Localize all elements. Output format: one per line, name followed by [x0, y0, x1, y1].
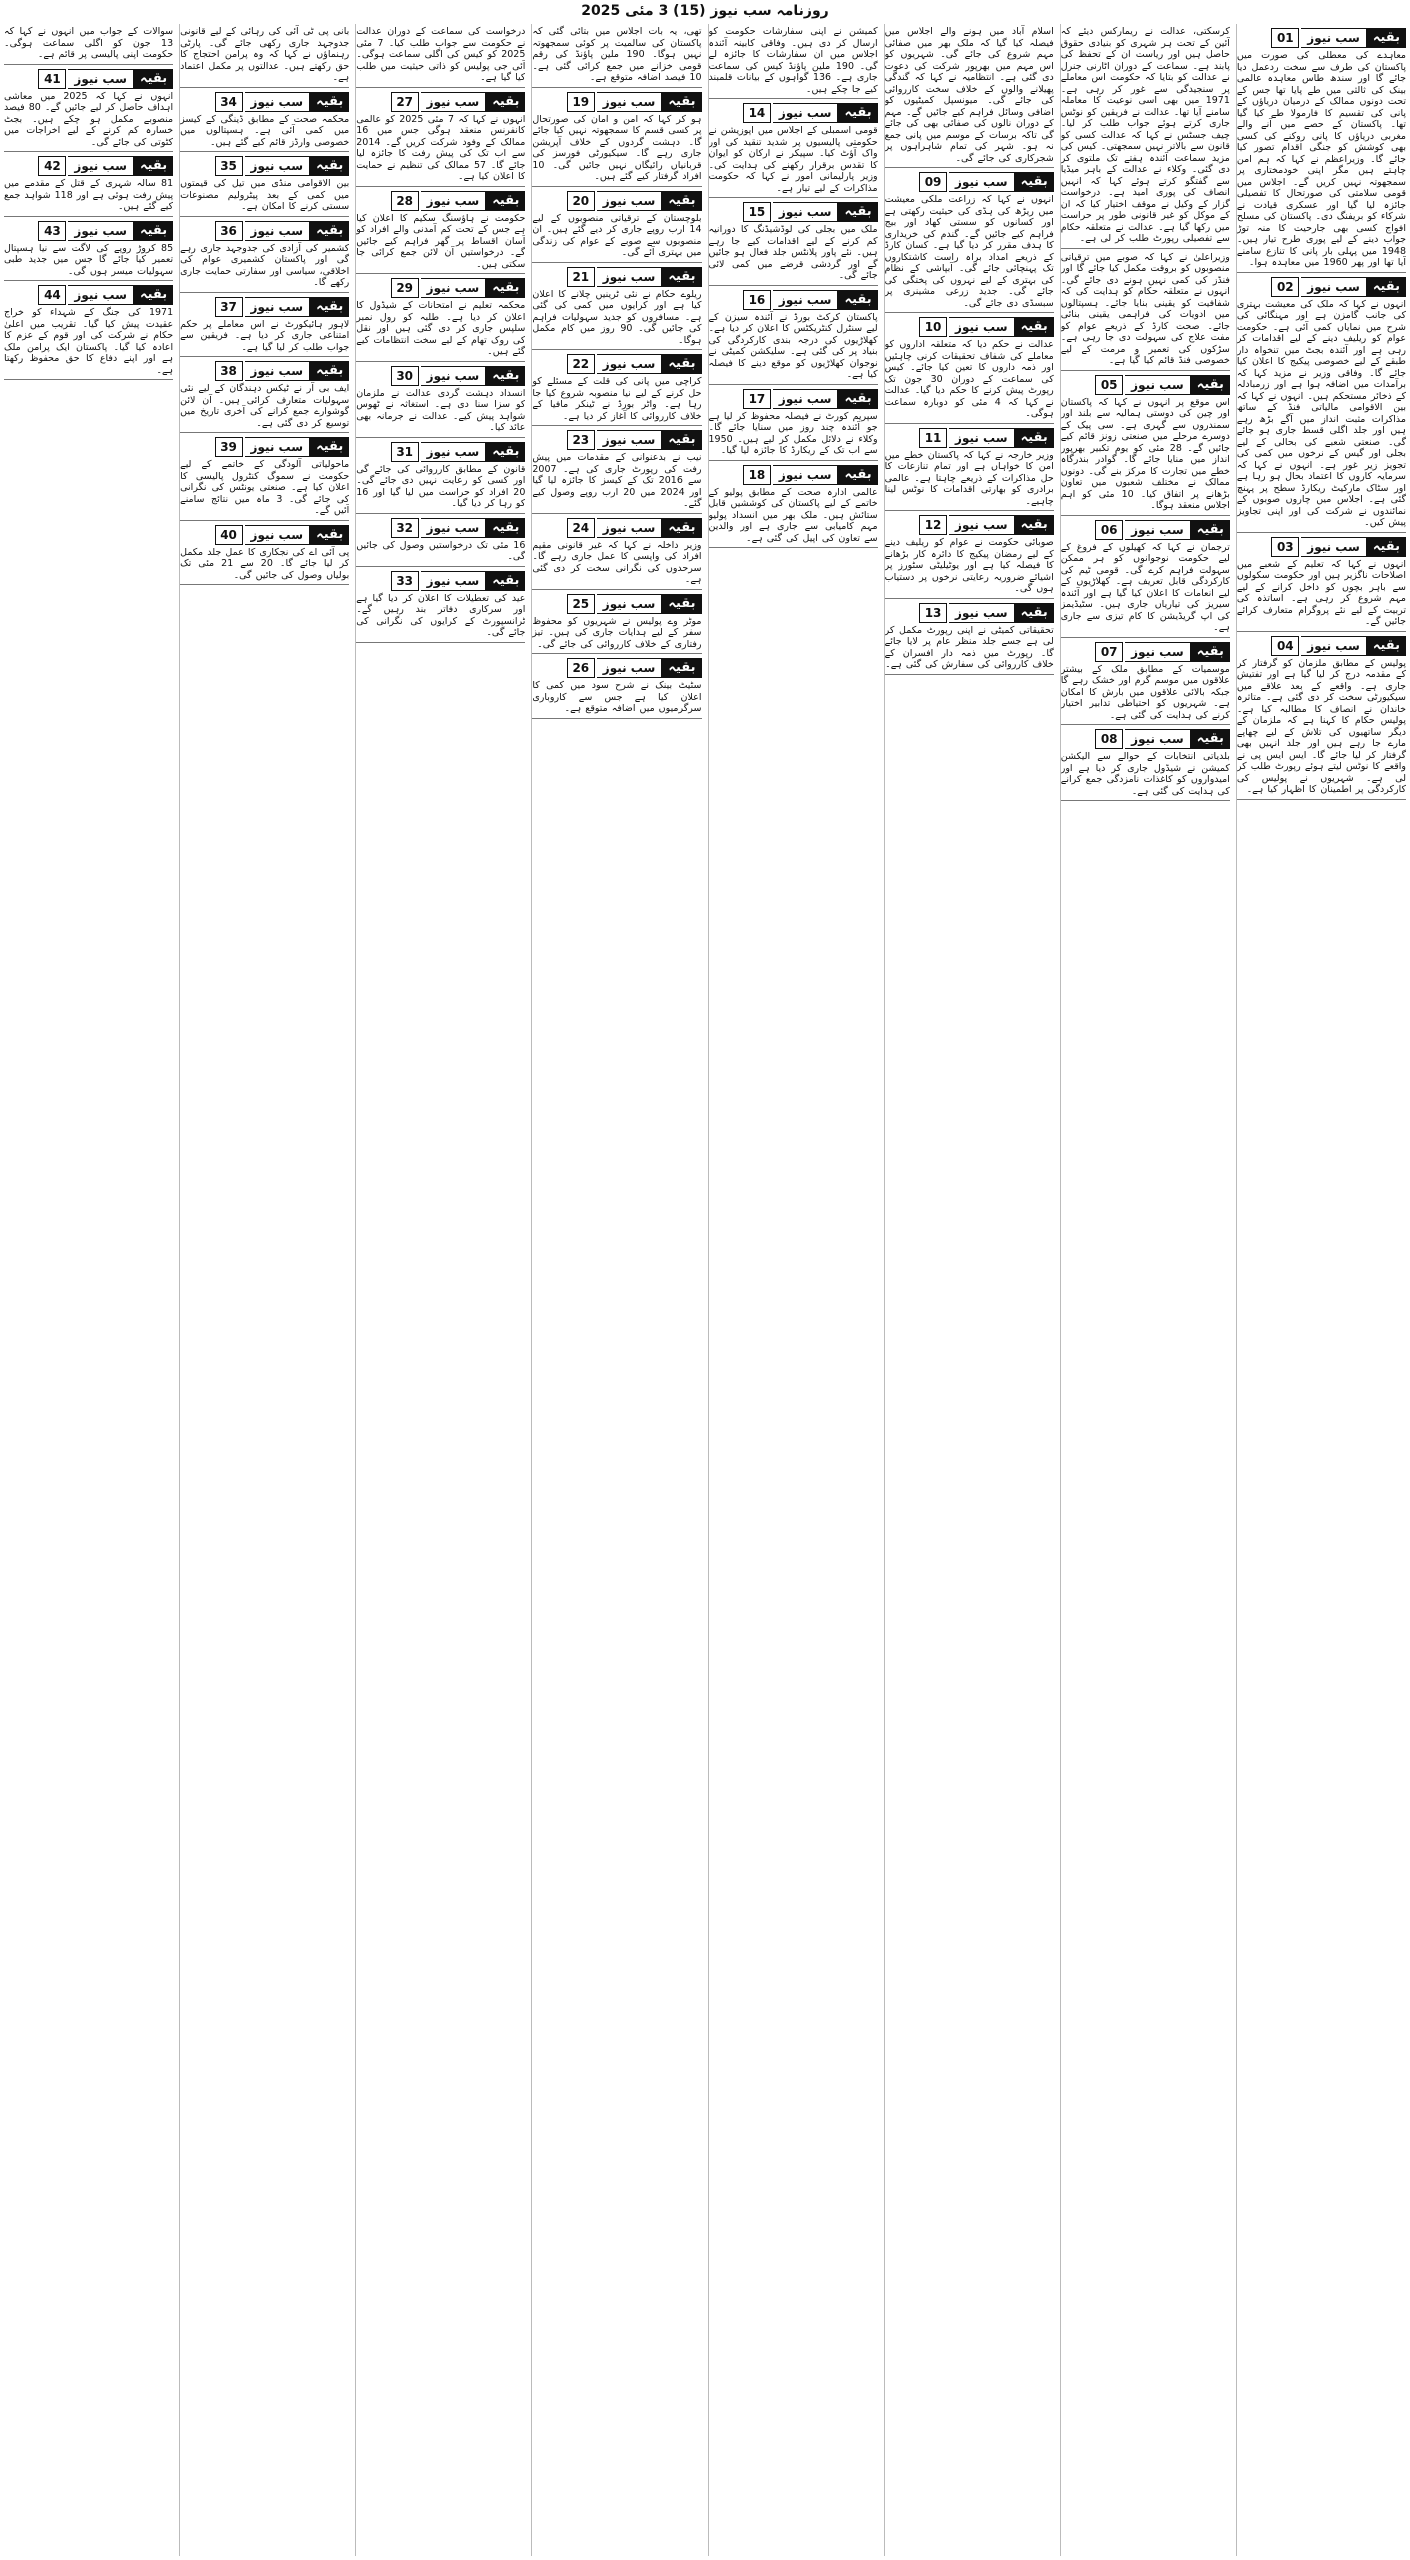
continuation-number: 13	[919, 603, 947, 623]
continuation-number: 22	[567, 354, 595, 374]
newspaper-name-label: سب نیوز	[597, 518, 663, 538]
newspaper-name-label: سب نیوز	[597, 430, 663, 450]
newspaper-name-label: سب نیوز	[421, 518, 487, 538]
continuation-number: 41	[38, 69, 66, 89]
divider	[4, 379, 173, 380]
continuation-tag	[356, 366, 525, 386]
continuation-number: 34	[215, 92, 243, 112]
article-text: سٹیٹ بینک نے شرح سود میں کمی کا اعلان کیا ہے جس سے کاروباری سرگرمیوں میں اضافہ متوقع ہے۔	[532, 680, 702, 714]
continuation-tag	[532, 658, 701, 678]
newspaper-name-label: سب نیوز	[1125, 642, 1191, 662]
divider	[532, 349, 701, 350]
page-header: روزنامہ سب نیوز (15) 3 مئی 2025	[581, 3, 829, 19]
continuation-tag	[532, 92, 701, 112]
continuation-tag	[1061, 375, 1230, 395]
continuation-tag	[356, 442, 525, 462]
continuation-number: 32	[391, 518, 419, 538]
continuation-number: 18	[743, 465, 771, 485]
divider	[4, 64, 173, 65]
divider	[532, 589, 701, 590]
continuation-tag	[1237, 277, 1406, 297]
continuation-tag	[885, 515, 1054, 535]
continuation-tag	[709, 290, 878, 310]
divider	[709, 384, 878, 385]
divider	[180, 356, 349, 357]
article-text: بلوچستان کے ترقیاتی منصوبوں کے لیے 14 ارب روپے جاری کر دیے گئے ہیں۔ ان منصوبوں سے صوبے کے عوام کی زندگی میں بہتری آئے گی۔	[532, 212, 702, 258]
continuation-number: 11	[919, 428, 947, 448]
article-text: سپریم کورٹ نے فیصلہ محفوظ کر لیا ہے جو آئندہ چند روز میں سنایا جائے گا۔ وکلاء نے دلائل مکمل کر لیے ہیں۔ 1950 سے اب تک کے ریکارڈ کا جائزہ لیا گیا۔	[708, 410, 878, 456]
newspaper-name-label: سب نیوز	[421, 366, 487, 386]
newspaper-name-label: سب نیوز	[68, 221, 134, 241]
article-text: وزیراعلیٰ نے کہا کہ صوبے میں ترقیاتی منصوبوں کو بروقت مکمل کیا جائے گا اور فنڈز کی کمی نہیں ہونے دی جائے گی۔ انہوں نے متعلقہ حکام کو ہدایت کی کہ شفافیت کو یقینی بنایا جائے۔ ہسپتالوں میں ادویات کی فراہمی یقینی بنائی جائے۔ صحت کارڈ کے ذریعے عوام کو مفت علاج کی سہولت دی جا رہی ہے۔ سڑکوں کی تعمیر و مرمت کے لیے خصوصی فنڈ قائم کیا گیا ہے۔	[1060, 251, 1230, 366]
newspaper-name-label: سب نیوز	[597, 354, 663, 374]
article-text: انسداد دہشت گردی عدالت نے ملزمان کو سزا سنا دی ہے۔ استغاثہ نے ٹھوس شواہد پیش کیے۔ عدالت نے جرمانہ بھی عائد کیا۔	[356, 387, 526, 433]
continuation-tag	[709, 103, 878, 123]
divider	[532, 425, 701, 426]
continuation-label: بقیہ	[134, 221, 173, 241]
newspaper-name-label: سب نیوز	[68, 69, 134, 89]
newspaper-name-label: سب نیوز	[773, 465, 839, 485]
continuation-tag	[532, 267, 701, 287]
newspaper-name-label: سب نیوز	[773, 389, 839, 409]
article-text: کرسکتی، عدالت نے ریمارکس دیئے کہ آئین کے تحت ہر شہری کو بنیادی حقوق حاصل ہیں اور ریاست ان کے تحفظ کی پابند ہے۔ سماعت کے دوران اٹارنی جنرل نے عدالت کو بتایا کہ حکومت اس معاملے پر سنجیدگی سے غور کر رہی ہے۔ 1971 میں بھی اسی نوعیت کا معاملہ سامنے آیا تھا۔ عدالت نے فریقین کو نوٹس جاری کرتے ہوئے جواب طلب کر لیا۔ چیف جسٹس نے کہا کہ عدالت کسی کو قانون سے بالاتر نہیں سمجھتی۔ کیس کی مزید سماعت آئندہ ہفتے تک ملتوی کر دی گئی۔ وکلاء نے عدالت کے باہر میڈیا سے گفتگو کرتے ہوئے کہا کہ انہیں انصاف کی پوری امید ہے۔ درخواست گزار کے وکیل نے موقف اختیار کیا کہ ان کے موکل کو غیر قانونی طور پر حراست میں رکھا گیا ہے۔ عدالت نے متعلقہ حکام سے تفصیلی رپورٹ طلب کر لی ہے۔	[1060, 26, 1230, 244]
continuation-label: بقیہ	[486, 366, 525, 386]
continuation-number: 23	[567, 430, 595, 450]
continuation-label: بقیہ	[662, 594, 701, 614]
continuation-label: بقیہ	[1015, 317, 1054, 337]
continuation-number: 42	[38, 156, 66, 176]
article-text: انہوں نے کہا کہ زراعت ملکی معیشت میں ریڑھ کی ہڈی کی حیثیت رکھتی ہے اور کسانوں کو سستی کھاد اور بیج فراہم کیے جائیں گے۔ گندم کی خریداری کا ہدف مقرر کر دیا گیا ہے۔ کسان کارڈ کے ذریعے امداد براہ راست کاشتکاروں تک پہنچائی جائے گی۔ آبپاشی کے نظام کی بہتری کے لیے نہروں کی پختگی کی جائے گی۔ جدید زرعی مشینری پر سبسڈی دی جائے گی۔	[884, 194, 1054, 309]
article-text: تھی، یہ بات اجلاس میں بتائی گئی کہ پاکستان کی سالمیت پر کوئی سمجھوتہ نہیں ہوگا۔ 190 ملین پاؤنڈ کی رقم قومی خزانے میں جمع کرائی گئی ہے۔ 10 فیصد اضافہ متوقع ہے۔	[532, 26, 702, 83]
continuation-number: 30	[391, 366, 419, 386]
continuation-number: 36	[215, 221, 243, 241]
continuation-tag	[180, 525, 349, 545]
continuation-number: 24	[567, 518, 595, 538]
continuation-label: بقیہ	[486, 92, 525, 112]
continuation-label: بقیہ	[662, 267, 701, 287]
article-text: معاہدے کی معطلی کی صورت میں پاکستان کی طرف سے سخت ردعمل دیا جائے گا اور سندھ طاس معاہدہ عالمی بینک کی ثالثی میں طے پایا تھا جس کے تحت دونوں ممالک کے درمیان دریاؤں کے پانی کی تقسیم کا فارمولا طے کیا گیا تھا۔ پاکستان کے حصے میں آنے والے مغربی دریاؤں کا پانی روکنے کی کسی بھی کوشش کو جنگی اقدام تصور کیا جائے گا۔ وزیراعظم نے کہا کہ ہم امن چاہتے ہیں مگر اپنی خودمختاری پر سمجھوتہ نہیں کریں گے۔ اجلاس میں قومی سلامتی کی صورتحال کا تفصیلی جائزہ لیا گیا اور عسکری قیادت نے شرکاء کو بریفنگ دی۔ پاکستان کی مسلح افواج کسی بھی جارحیت کا منہ توڑ جواب دینے کے لیے پوری طرح تیار ہیں۔ 1948 میں پہلی بار پانی کا تنازع سامنے آیا تھا اور پھر 1960 میں معاہدہ ہوا۔	[1236, 50, 1406, 268]
continuation-number: 15	[743, 202, 771, 222]
continuation-label: بقیہ	[1367, 636, 1406, 656]
divider	[1237, 631, 1406, 632]
continuation-label: بقیہ	[310, 297, 349, 317]
continuation-tag	[180, 221, 349, 241]
continuation-number: 08	[1095, 729, 1123, 749]
continuation-tag	[709, 389, 878, 409]
continuation-number: 38	[215, 361, 243, 381]
continuation-number: 07	[1095, 642, 1123, 662]
continuation-label: بقیہ	[1015, 428, 1054, 448]
article-text: انہوں نے کہا کہ 2025 میں معاشی اہداف حاصل کر لیے جائیں گے۔ 80 فیصد منصوبے مکمل ہو چکے ہیں۔ بجٹ خسارہ کم کرنے کے لیے اخراجات میں کٹوتی کی جائے گی۔	[4, 90, 174, 148]
article-text: انہوں نے کہا کہ تعلیم کے شعبے میں اصلاحات ناگزیر ہیں اور حکومت سکولوں سے باہر بچوں کو داخل کرانے کے لیے مہم شروع کر رہی ہے۔ اساتذہ کی تربیت کے لیے نئے پروگرام متعارف کرائے جائیں گے۔	[1236, 558, 1406, 627]
continuation-number: 26	[567, 658, 595, 678]
continuation-number: 01	[1271, 28, 1299, 48]
article-text: پی آئی اے کی نجکاری کا عمل جلد مکمل کر لیا جائے گا۔ 20 سے 21 مئی تک بولیاں وصول کی جائیں گی۔	[180, 546, 350, 581]
continuation-number: 19	[567, 92, 595, 112]
divider	[356, 437, 525, 438]
divider	[532, 186, 701, 187]
article-text: سوالات کے جواب میں انہوں نے کہا کہ 13 جون کو اگلی سماعت ہوگی۔ حکومت اپنی پالیسی پر قائم ہے۔	[4, 26, 174, 60]
continuation-label: بقیہ	[1191, 375, 1230, 395]
article-text: محکمہ تعلیم نے امتحانات کے شیڈول کا اعلان کر دیا ہے۔ طلبہ کو رول نمبر سلپس جاری کر دی گئی ہیں اور نقل کی روک تھام کے لیے سخت انتظامات کیے گئے ہیں۔	[356, 300, 526, 357]
newspaper-name-label: سب نیوز	[597, 191, 663, 211]
newspaper-name-label: سب نیوز	[245, 297, 311, 317]
article-text: ترجمان نے کہا کہ کھیلوں کے فروغ کے لیے حکومت نوجوانوں کو ہر ممکن سہولت فراہم کرے گی۔ قومی ٹیم کی کارکردگی قابل تعریف ہے۔ کھلاڑیوں کے لیے انعامات کا اعلان کیا گیا ہے اور آئندہ سیریز کی تیاریاں جاری ہیں۔ سٹیڈیمز کی اپ گریڈیشن کا کام تیزی سے جاری ہے۔	[1060, 541, 1230, 633]
newspaper-name-label: سب نیوز	[245, 156, 311, 176]
continuation-tag	[532, 518, 701, 538]
newspaper-name-label: سب نیوز	[1301, 636, 1367, 656]
divider	[1061, 370, 1230, 371]
newspaper-name-label: سب نیوز	[245, 221, 311, 241]
continuation-tag	[356, 191, 525, 211]
continuation-number: 03	[1271, 537, 1299, 557]
article-text: درخواست کی سماعت کے دوران عدالت نے حکومت سے جواب طلب کیا۔ 7 مئی 2025 کو کیس کی اگلی سماعت ہوگی۔ آئی جی پولیس کو ذاتی حیثیت میں طلب کیا گیا ہے۔	[356, 26, 526, 83]
divider	[4, 280, 173, 281]
newspaper-name-label: سب نیوز	[1301, 277, 1367, 297]
continuation-number: 09	[919, 172, 947, 192]
divider	[180, 216, 349, 217]
newspaper-name-label: سب نیوز	[421, 571, 487, 591]
continuation-label: بقیہ	[310, 361, 349, 381]
continuation-label: بقیہ	[1191, 642, 1230, 662]
divider	[885, 312, 1054, 313]
continuation-tag	[1061, 729, 1230, 749]
continuation-number: 21	[567, 267, 595, 287]
continuation-tag	[532, 191, 701, 211]
newspaper-name-label: سب نیوز	[773, 202, 839, 222]
continuation-tag	[180, 361, 349, 381]
article-text: بلدیاتی انتخابات کے حوالے سے الیکشن کمیشن نے شیڈول جاری کر دیا ہے اور امیدواروں کو کاغذات نامزدگی جمع کرانے کی ہدایت کی گئی ہے۔	[1060, 751, 1230, 797]
article-text: ملک میں بجلی کی لوڈشیڈنگ کا دورانیہ کم کرنے کے لیے اقدامات کیے جا رہے ہیں۔ نئے پاور پلانٹس جلد فعال ہو جائیں گے اور گردشی قرضے میں کمی لائی جائے گی۔	[708, 224, 878, 281]
continuation-label: بقیہ	[662, 430, 701, 450]
divider	[709, 460, 878, 461]
article-text: عید کی تعطیلات کا اعلان کر دیا گیا ہے اور سرکاری دفاتر بند رہیں گے۔ ٹرانسپورٹ کے کرایوں کی نگرانی کی جائے گی۔	[356, 592, 526, 638]
continuation-number: 14	[743, 103, 771, 123]
continuation-label: بقیہ	[838, 290, 877, 310]
continuation-label: بقیہ	[838, 103, 877, 123]
article-text: تحقیقاتی کمیٹی نے اپنی رپورٹ مکمل کر لی ہے جسے جلد منظر عام پر لایا جائے گا۔ رپورٹ میں ذمہ دار افسران کے خلاف کارروائی کی سفارش کی گئی ہے۔	[884, 624, 1054, 670]
continuation-label: بقیہ	[838, 202, 877, 222]
article-text: کمیشن نے اپنی سفارشات حکومت کو ارسال کر دی ہیں۔ وفاقی کابینہ آئندہ اجلاس میں ان سفارشات کا جائزہ لے گی۔ 190 ملین پاؤنڈ کیس کی سماعت جاری ہے۔ 136 گواہوں کے بیانات قلمبند کیے جا چکے ہیں۔	[708, 26, 878, 95]
article-text: وزیر خارجہ نے کہا کہ پاکستان خطے میں امن کا خواہاں ہے اور تمام تنازعات کا حل مذاکرات کے ذریعے چاہتا ہے۔ عالمی برادری کو بھارتی اقدامات کا نوٹس لینا چاہیے۔	[884, 449, 1054, 507]
divider	[1061, 724, 1230, 725]
article-text: 16 مئی تک درخواستیں وصول کی جائیں گی۔	[356, 539, 526, 562]
newspaper-name-label: سب نیوز	[1125, 729, 1191, 749]
continuation-number: 20	[567, 191, 595, 211]
continuation-label: بقیہ	[662, 92, 701, 112]
article-text: اس موقع پر انہوں نے کہا کہ پاکستان اور چین کی دوستی ہمالیہ سے بلند اور سمندروں سے گہری ہے۔ سی پیک کے دوسرے مرحلے میں صنعتی زونز قائم کیے جائیں گے۔ 28 مئی کو یوم تکبیر بھرپور انداز میں منایا جائے گا۔ گوادر بندرگاہ خطے میں تجارت کا مرکز بنے گی۔ دونوں ممالک نے مختلف شعبوں میں تعاون بڑھانے پر اتفاق کیا۔ 10 مئی کو اہم اجلاس منعقد ہوگا۔	[1060, 396, 1230, 511]
continuation-tag	[885, 603, 1054, 623]
continuation-tag	[709, 465, 878, 485]
divider	[4, 151, 173, 152]
continuation-label: بقیہ	[486, 571, 525, 591]
continuation-tag	[885, 317, 1054, 337]
column-c5	[531, 24, 701, 2556]
article-text: بین الاقوامی منڈی میں تیل کی قیمتوں میں کمی کے بعد پیٹرولیم مصنوعات سستی کرنے کا امکان ہے۔	[180, 178, 350, 212]
newspaper-name-label: سب نیوز	[1125, 375, 1191, 395]
article-text: ایف بی آر نے ٹیکس دہندگان کے لیے نئی سہولیات متعارف کرائی ہیں۔ آن لائن گوشوارے جمع کرانے کی آخری تاریخ میں توسیع کر دی گئی ہے۔	[180, 383, 350, 429]
continuation-tag	[1237, 636, 1406, 656]
divider	[1061, 637, 1230, 638]
newspaper-name-label: سب نیوز	[949, 317, 1015, 337]
article-text: بانی پی ٹی آئی کی رہائی کے لیے قانونی جدوجہد جاری رکھی جائے گی۔ پارٹی رہنماؤں نے کہا کہ وہ پرامن احتجاج کا حق رکھتے ہیں۔ عدالتوں پر مکمل اعتماد ہے۔	[180, 26, 350, 83]
article-text: قومی اسمبلی کے اجلاس میں اپوزیشن نے حکومتی پالیسیوں پر شدید تنقید کی اور واک آؤٹ کیا۔ سپیکر نے ارکان کو ایوان کا تقدس برقرار رکھنے کی ہدایت کی۔ وزیر پارلیمانی امور نے کہا کہ حکومت مذاکرات کے لیے تیار ہے۔	[708, 125, 878, 194]
divider	[709, 547, 878, 548]
continuation-tag	[1061, 642, 1230, 662]
continuation-label: بقیہ	[134, 285, 173, 305]
article-text: انہوں نے کہا کہ 7 مئی 2025 کو عالمی کانفرنس منعقد ہوگی جس میں 16 ممالک کے وفود شرکت کریں گے۔ 2014 سے اب تک کی پیش رفت کا جائزہ لیا جائے گا۔ 57 ممالک کی تنظیم نے حمایت کا اعلان کیا ہے۔	[356, 113, 526, 182]
newspaper-name-label: سب نیوز	[597, 658, 663, 678]
newspaper-name-label: سب نیوز	[949, 515, 1015, 535]
column-c8	[4, 24, 173, 2556]
newspaper-name-label: سب نیوز	[68, 285, 134, 305]
article-text: اسلام آباد میں ہونے والے اجلاس میں فیصلہ کیا گیا کہ ملک بھر میں صفائی مہم شروع کی جائے گی۔ شہریوں کو اس مہم میں بھرپور شرکت کی دعوت دی گئی ہے۔ انتظامیہ نے کہا کہ گندگی پھیلانے والوں کے خلاف سخت کارروائی کی جائے گی۔ میونسپل کمیٹیوں کو اضافی وسائل فراہم کیے جائیں گے۔ مہم کے دوران نالوں کی صفائی بھی کی جائے گی تاکہ برسات کے موسم میں پانی جمع نہ ہو۔ شہر کی تمام شاہراہوں پر شجرکاری کی جائے گی۔	[884, 26, 1054, 164]
article-text: عالمی ادارہ صحت کے مطابق پولیو کے خاتمے کے لیے پاکستان کی کوششیں قابل ستائش ہیں۔ ملک بھر میں انسداد پولیو مہم کامیابی سے جاری ہے اور والدین سے تعاون کی اپیل کی گئی ہے۔	[708, 486, 878, 544]
continuation-tag	[1061, 520, 1230, 540]
continuation-tag	[885, 428, 1054, 448]
continuation-label: بقیہ	[1191, 729, 1230, 749]
continuation-tag	[356, 92, 525, 112]
continuation-tag	[885, 172, 1054, 192]
article-text: 1971 کی جنگ کے شہداء کو خراج عقیدت پیش کیا گیا۔ تقریب میں اعلیٰ حکام نے شرکت کی اور قوم کے عزم کا اعادہ کیا گیا۔ پاکستان ایک پرامن ملک ہے اور اپنے دفاع کا حق محفوظ رکھتا ہے۔	[4, 307, 174, 376]
column-c4	[708, 24, 878, 2556]
newspaper-name-label: سب نیوز	[245, 437, 311, 457]
continuation-number: 16	[743, 290, 771, 310]
continuation-tag	[180, 437, 349, 457]
article-text: قانون کے مطابق کارروائی کی جائے گی اور کسی کو رعایت نہیں دی جائے گی۔ 20 افراد کو حراست میں لیا گیا اور 16 کو رہا کر دیا گیا۔	[356, 463, 526, 509]
divider	[532, 718, 701, 719]
continuation-tag	[356, 571, 525, 591]
continuation-number: 43	[38, 221, 66, 241]
continuation-label: بقیہ	[662, 191, 701, 211]
article-text: پاکستان کرکٹ بورڈ نے آئندہ سیزن کے لیے سنٹرل کنٹریکٹس کا اعلان کر دیا ہے۔ کھلاڑیوں کی درجہ بندی کارکردگی کی بنیاد پر کی گئی ہے۔ سلیکشن کمیٹی نے نوجوان کھلاڑیوں کو موقع دینے کا فیصلہ کیا ہے۔	[708, 311, 878, 380]
continuation-label: بقیہ	[1015, 172, 1054, 192]
column-c6	[355, 24, 525, 2556]
continuation-tag	[356, 278, 525, 298]
divider	[532, 513, 701, 514]
continuation-number: 44	[38, 285, 66, 305]
continuation-number: 29	[391, 278, 419, 298]
divider	[709, 285, 878, 286]
article-text: 85 کروڑ روپے کی لاگت سے نیا ہسپتال تعمیر کیا جائے گا جس میں جدید طبی سہولیات میسر ہوں گی۔	[4, 242, 174, 277]
divider	[180, 87, 349, 88]
divider	[180, 151, 349, 152]
newspaper-name-label: سب نیوز	[597, 594, 663, 614]
newspaper-name-label: سب نیوز	[597, 92, 663, 112]
continuation-tag	[4, 285, 173, 305]
continuation-number: 02	[1271, 277, 1299, 297]
continuation-tag	[4, 156, 173, 176]
continuation-label: بقیہ	[134, 156, 173, 176]
newspaper-name-label: سب نیوز	[245, 92, 311, 112]
divider	[532, 87, 701, 88]
column-c2	[1060, 24, 1230, 2556]
divider	[356, 566, 525, 567]
divider	[885, 598, 1054, 599]
divider	[180, 520, 349, 521]
divider	[356, 642, 525, 643]
continuation-number: 37	[215, 297, 243, 317]
article-text: انہوں نے کہا کہ ملک کی معیشت بہتری کی جانب گامزن ہے اور مہنگائی کی شرح میں نمایاں کمی آئی ہے۔ حکومت عوام کو ریلیف دینے کے لیے اقدامات کر رہی ہے اور آئندہ بجٹ میں تنخواہ دار طبقے کے لیے خصوصی پیکیج کا اعلان کیا جائے گا۔ وفاقی وزیر نے مزید کہا کہ برآمدات میں اضافہ ہوا ہے اور زرمبادلہ کے ذخائر مستحکم ہیں۔ انہوں نے کہا کہ بین الاقوامی مالیاتی فنڈ کے ساتھ مذاکرات مثبت انداز میں آگے بڑھ رہے ہیں اور جلد اگلی قسط جاری ہو جائے گی۔ صنعتی شعبے کی بحالی کے لیے بجلی اور گیس کے نرخوں میں کمی کی تجویز زیر غور ہے۔ انہوں نے کہا کہ سرمایہ کاروں کا اعتماد بحال ہو رہا ہے اور سٹاک مارکیٹ ریکارڈ سطح پر پہنچ گئی ہے۔ اجلاس میں چاروں صوبوں کے نمائندوں نے شرکت کی اور اپنی تجاویز پیش کیں۔	[1236, 298, 1406, 528]
newspaper-name-label: سب نیوز	[245, 525, 311, 545]
article-text: 81 سالہ شہری کے قتل کے مقدمے میں پیش رفت ہوئی ہے اور 118 شواہد جمع کیے گئے ہیں۔	[4, 178, 174, 212]
continuation-label: بقیہ	[662, 658, 701, 678]
divider	[4, 216, 173, 217]
divider	[356, 186, 525, 187]
continuation-number: 12	[919, 515, 947, 535]
newspaper-name-label: سب نیوز	[773, 290, 839, 310]
article-text: محکمہ صحت کے مطابق ڈینگی کے کیسز میں کمی آئی ہے۔ ہسپتالوں میں خصوصی وارڈز قائم کیے گئے ہیں۔	[180, 113, 350, 148]
column-c3	[884, 24, 1054, 2556]
columns-container	[4, 24, 1406, 2556]
divider	[885, 423, 1054, 424]
newspaper-name-label: سب نیوز	[421, 191, 487, 211]
continuation-label: بقیہ	[1191, 520, 1230, 540]
newspaper-name-label: سب نیوز	[1301, 537, 1367, 557]
continuation-label: بقیہ	[486, 442, 525, 462]
divider	[1061, 515, 1230, 516]
continuation-number: 05	[1095, 375, 1123, 395]
divider	[885, 674, 1054, 675]
article-text: موٹر وے پولیس نے شہریوں کو محفوظ سفر کے لیے ہدایات جاری کی ہیں۔ تیز رفتاری کے خلاف کارروائی کی جائے گی۔	[532, 615, 702, 650]
continuation-tag	[532, 354, 701, 374]
divider	[709, 197, 878, 198]
continuation-number: 31	[391, 442, 419, 462]
continuation-number: 06	[1095, 520, 1123, 540]
continuation-label: بقیہ	[486, 518, 525, 538]
continuation-label: بقیہ	[1367, 277, 1406, 297]
newspaper-name-label: سب نیوز	[421, 278, 487, 298]
continuation-label: بقیہ	[1367, 28, 1406, 48]
continuation-label: بقیہ	[134, 69, 173, 89]
newspaper-name-label: سب نیوز	[68, 156, 134, 176]
divider	[1237, 272, 1406, 273]
divider	[1061, 248, 1230, 249]
continuation-tag	[180, 156, 349, 176]
divider	[1237, 799, 1406, 800]
divider	[1061, 800, 1230, 801]
continuation-label: بقیہ	[1015, 515, 1054, 535]
article-text: ماحولیاتی آلودگی کے خاتمے کے لیے حکومت نے سموگ کنٹرول پالیسی کا اعلان کیا ہے۔ صنعتی یونٹس کی نگرانی کی جائے گی۔ 3 ماہ میں نتائج سامنے آئیں گے۔	[180, 459, 350, 516]
newspaper-name-label: سب نیوز	[421, 442, 487, 462]
article-text: موسمیات کے مطابق ملک کے بیشتر علاقوں میں موسم گرم اور خشک رہے گا جبکہ بالائی علاقوں میں بارش کا امکان ہے۔ شہریوں کو احتیاطی تدابیر اختیار کرنے کی ہدایت کی گئی ہے۔	[1060, 663, 1230, 721]
continuation-number: 39	[215, 437, 243, 457]
divider	[356, 361, 525, 362]
continuation-label: بقیہ	[310, 525, 349, 545]
continuation-tag	[356, 518, 525, 538]
divider	[1237, 532, 1406, 533]
continuation-label: بقیہ	[310, 221, 349, 241]
article-text: صوبائی حکومت نے عوام کو ریلیف دینے کے لیے رمضان پیکیج کا دائرہ کار بڑھانے کا فیصلہ کیا ہے اور یوٹیلیٹی سٹورز پر اشیائے ضروریہ رعایتی نرخوں پر دستیاب ہوں گی۔	[884, 537, 1054, 594]
newspaper-name-label: سب نیوز	[245, 361, 311, 381]
continuation-label: بقیہ	[486, 191, 525, 211]
continuation-number: 04	[1271, 636, 1299, 656]
article-text: ریلوے حکام نے نئی ٹرینیں چلانے کا اعلان کیا ہے اور کرایوں میں کمی کی گئی ہے۔ مسافروں کو جدید سہولیات فراہم کی جائیں گی۔ 90 روز میں کام مکمل ہوگا۔	[532, 288, 702, 346]
column-c7	[179, 24, 349, 2556]
divider	[356, 273, 525, 274]
column-c1	[1236, 24, 1406, 2556]
newspaper-name-label: سب نیوز	[773, 103, 839, 123]
divider	[180, 432, 349, 433]
continuation-number: 27	[391, 92, 419, 112]
continuation-label: بقیہ	[486, 278, 525, 298]
article-text: وزیر داخلہ نے کہا کہ غیر قانونی مقیم افراد کی واپسی کا عمل جاری رہے گا۔ سرحدوں کی نگرانی سخت کر دی گئی ہے۔	[532, 539, 702, 585]
continuation-label: بقیہ	[662, 354, 701, 374]
newspaper-name-label: سب نیوز	[1125, 520, 1191, 540]
article-text: کشمیر کی آزادی کی جدوجہد جاری رہے گی اور پاکستان کشمیری عوام کی اخلاقی، سیاسی اور سفارتی حمایت جاری رکھے گا۔	[180, 242, 350, 288]
continuation-label: بقیہ	[310, 437, 349, 457]
continuation-number: 28	[391, 191, 419, 211]
continuation-number: 10	[919, 317, 947, 337]
divider	[885, 167, 1054, 168]
article-text: کراچی میں پانی کی قلت کے مسئلے کو حل کرنے کے لیے نیا منصوبہ شروع کیا جا رہا ہے۔ واٹر بورڈ نے ٹینکر مافیا کے خلاف کارروائی کا آغاز کر دیا ہے۔	[532, 376, 702, 422]
divider	[532, 262, 701, 263]
article-text: عدالت نے حکم دیا کہ متعلقہ اداروں کو معاملے کی شفاف تحقیقات کرنی چاہئیں اور ذمہ داروں کا تعین کیا جائے۔ کیس کی سماعت کے دوران 30 جون تک رپورٹ پیش کرنے کا حکم دیا گیا۔ عدالت نے کہا کہ 4 مئی کو دوبارہ سماعت ہوگی۔	[884, 339, 1054, 419]
continuation-tag	[180, 297, 349, 317]
continuation-label: بقیہ	[838, 389, 877, 409]
article-text: ہو کر کہا کہ امن و امان کی صورتحال پر کسی قسم کا سمجھوتہ نہیں کیا جائے گا۔ دہشت گردوں کے خلاف آپریشن جاری رہے گا۔ سیکیورٹی فورسز کی قربانیاں رائیگاں نہیں جائیں گی۔ 10 افراد گرفتار کیے گئے ہیں۔	[532, 113, 702, 182]
continuation-number: 40	[215, 525, 243, 545]
divider	[180, 292, 349, 293]
continuation-tag	[532, 594, 701, 614]
continuation-number: 25	[567, 594, 595, 614]
continuation-tag	[1237, 28, 1406, 48]
continuation-label: بقیہ	[310, 156, 349, 176]
continuation-tag	[1237, 537, 1406, 557]
article-text: پولیس کے مطابق ملزمان کو گرفتار کر کے مقدمہ درج کر لیا گیا ہے اور تفتیش جاری ہے۔ واقعے کے بعد علاقے میں سیکیورٹی سخت کر دی گئی ہے۔ متاثرہ خاندان نے انصاف کا مطالبہ کیا ہے۔ پولیس حکام کا کہنا ہے کہ ملزمان کے دیگر ساتھیوں کی تلاش کے لیے چھاپے مارے جا رہے ہیں اور جلد انہیں بھی گرفتار کر لیا جائے گا۔ ایس ایس پی نے واقعے کا نوٹس لیتے ہوئے رپورٹ طلب کر لی ہے۔ شہریوں نے پولیس کی کارکردگی پر اطمینان کا اظہار کیا ہے۔	[1236, 657, 1406, 795]
continuation-label: بقیہ	[662, 518, 701, 538]
article-text: حکومت نے ہاؤسنگ سکیم کا اعلان کیا ہے جس کے تحت کم آمدنی والے افراد کو آسان اقساط پر گھر فراہم کیے جائیں گے۔ درخواستیں آن لائن جمع کرائی جا سکتی ہیں۔	[356, 212, 526, 270]
newspaper-name-label: سب نیوز	[1301, 28, 1367, 48]
newspaper-name-label: سب نیوز	[949, 603, 1015, 623]
continuation-number: 35	[215, 156, 243, 176]
article-text: لاہور ہائیکورٹ نے اس معاملے پر حکم امتناعی جاری کر دیا ہے۔ فریقین سے جواب طلب کر لیا گیا ہے۔	[180, 318, 350, 353]
continuation-label: بقیہ	[838, 465, 877, 485]
continuation-tag	[709, 202, 878, 222]
continuation-tag	[4, 221, 173, 241]
newspaper-name-label: سب نیوز	[421, 92, 487, 112]
continuation-number: 17	[743, 389, 771, 409]
divider	[356, 87, 525, 88]
continuation-label: بقیہ	[1367, 537, 1406, 557]
continuation-label: بقیہ	[1015, 603, 1054, 623]
divider	[532, 653, 701, 654]
continuation-label: بقیہ	[310, 92, 349, 112]
divider	[180, 584, 349, 585]
continuation-tag	[180, 92, 349, 112]
continuation-tag	[4, 69, 173, 89]
newspaper-name-label: سب نیوز	[597, 267, 663, 287]
newspaper-name-label: سب نیوز	[949, 172, 1015, 192]
article-text: نیب نے بدعنوانی کے مقدمات میں پیش رفت کی رپورٹ جاری کی ہے۔ 2007 سے 2016 تک کے کیسز کا جائزہ لیا گیا اور 2024 میں 20 ارب روپے وصول کیے گئے۔	[532, 452, 702, 509]
continuation-tag	[532, 430, 701, 450]
continuation-number: 33	[391, 571, 419, 591]
newspaper-name-label: سب نیوز	[949, 428, 1015, 448]
divider	[885, 510, 1054, 511]
divider	[709, 98, 878, 99]
divider	[356, 513, 525, 514]
